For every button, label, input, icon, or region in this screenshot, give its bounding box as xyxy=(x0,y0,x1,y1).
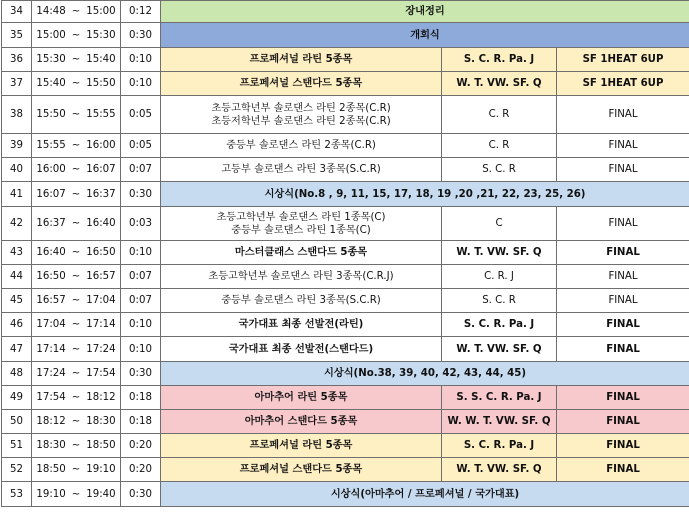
start-time: 16:50 xyxy=(36,271,66,282)
start-time: 15:00 xyxy=(36,29,66,41)
time-separator: ~ xyxy=(71,416,81,427)
dance-list: S. C. R xyxy=(442,289,557,313)
end-time: 15:55 xyxy=(86,109,116,120)
event-name xyxy=(161,434,442,458)
round-label: FINAL xyxy=(557,386,689,410)
schedule-row xyxy=(2,265,689,289)
dance-list: C. R xyxy=(442,134,557,158)
event-name xyxy=(161,241,442,265)
time-separator: ~ xyxy=(71,464,81,475)
row-number: 41 xyxy=(2,182,32,207)
duration: 0:07 xyxy=(121,265,161,289)
time-separator: ~ xyxy=(71,218,81,229)
end-time: 17:54 xyxy=(86,368,116,379)
row-number: 45 xyxy=(2,289,32,313)
end-time: 17:24 xyxy=(86,343,116,355)
row-number: 44 xyxy=(2,265,32,289)
duration: 0:03 xyxy=(121,207,161,241)
dance-list: C. R. J xyxy=(442,265,557,289)
duration: 0:20 xyxy=(121,434,161,458)
row-number: 43 xyxy=(2,241,32,265)
end-time: 17:14 xyxy=(86,319,116,330)
duration: 0:30 xyxy=(121,482,161,507)
schedule-row xyxy=(2,362,689,386)
event-line: 초등저학년부 솔로댄스 라틴 2종목(C.R) xyxy=(211,115,391,127)
end-time: 16:40 xyxy=(86,218,116,229)
duration: 0:18 xyxy=(121,386,161,410)
row-number: 35 xyxy=(2,23,32,48)
start-time: 16:57 xyxy=(36,295,66,306)
schedule-row xyxy=(2,434,689,458)
time-separator: ~ xyxy=(71,109,81,120)
start-time: 19:10 xyxy=(36,488,66,500)
start-time: 17:14 xyxy=(36,343,66,355)
time-range xyxy=(32,241,121,265)
time-range xyxy=(32,207,121,241)
time-separator: ~ xyxy=(71,319,81,330)
row-number: 42 xyxy=(2,207,32,241)
round-label: FINAL xyxy=(557,134,689,158)
schedule-body xyxy=(2,1,689,507)
start-time: 17:24 xyxy=(36,368,66,379)
round-label: FINAL xyxy=(557,207,689,241)
round-label: FINAL xyxy=(557,265,689,289)
time-range xyxy=(32,337,121,362)
time-range xyxy=(32,134,121,158)
duration: 0:12 xyxy=(121,1,161,23)
event-line: 국가대표 최종 선발전(스탠다드) xyxy=(228,343,374,355)
end-time: 16:37 xyxy=(86,188,116,200)
end-time: 19:10 xyxy=(86,464,116,475)
event-line: 초등고학년부 솔로댄스 라틴 2종목(C.R) xyxy=(211,102,391,114)
row-number: 39 xyxy=(2,134,32,158)
row-number: 47 xyxy=(2,337,32,362)
event-name xyxy=(161,458,442,482)
time-separator: ~ xyxy=(71,440,81,451)
schedule-row xyxy=(2,410,689,434)
round-label: FINAL xyxy=(557,434,689,458)
event-line: 프로페셔널 스탠다드 5종목 xyxy=(239,464,363,475)
start-time: 16:07 xyxy=(36,188,66,200)
event-name xyxy=(161,337,442,362)
event-line: 아마추어 라틴 5종목 xyxy=(254,392,348,403)
schedule-row xyxy=(2,482,689,507)
dance-list: S. C. R xyxy=(442,158,557,182)
duration: 0:30 xyxy=(121,182,161,207)
event-banner xyxy=(161,482,689,507)
duration: 0:07 xyxy=(121,289,161,313)
end-time: 18:12 xyxy=(86,392,116,403)
time-separator: ~ xyxy=(71,271,81,282)
time-range xyxy=(32,410,121,434)
time-separator: ~ xyxy=(71,368,81,379)
schedule-row xyxy=(2,458,689,482)
row-number: 48 xyxy=(2,362,32,386)
round-label: FINAL xyxy=(557,96,689,134)
time-separator: ~ xyxy=(71,78,81,89)
schedule-row xyxy=(2,1,689,23)
duration: 0:07 xyxy=(121,158,161,182)
schedule-row xyxy=(2,182,689,207)
row-number: 53 xyxy=(2,482,32,507)
event-line: 프로페셔널 스탠다드 5종목 xyxy=(239,78,363,89)
time-separator: ~ xyxy=(71,29,81,41)
round-label: FINAL xyxy=(557,458,689,482)
time-separator: ~ xyxy=(71,343,81,355)
duration: 0:10 xyxy=(121,337,161,362)
event-name xyxy=(161,72,442,96)
time-range xyxy=(32,458,121,482)
dance-list: C xyxy=(442,207,557,241)
duration: 0:05 xyxy=(121,96,161,134)
schedule-row xyxy=(2,386,689,410)
duration: 0:20 xyxy=(121,458,161,482)
start-time: 18:50 xyxy=(36,464,66,475)
event-line: 중등부 솔로댄스 라틴 3종목(S.C.R) xyxy=(221,295,381,306)
end-time: 17:04 xyxy=(86,295,116,306)
time-separator: ~ xyxy=(71,164,81,175)
event-line: 초등고학년부 솔로댄스 라틴 3종목(C.R.J) xyxy=(208,271,394,282)
event-banner xyxy=(161,23,689,48)
time-separator: ~ xyxy=(71,488,81,500)
start-time: 17:04 xyxy=(36,319,66,330)
schedule-row xyxy=(2,158,689,182)
duration: 0:10 xyxy=(121,72,161,96)
event-line: 고등부 솔로댄스 라틴 3종목(S.C.R) xyxy=(221,164,381,175)
end-time: 15:30 xyxy=(86,29,116,41)
round-label: FINAL xyxy=(557,313,689,337)
time-range xyxy=(32,482,121,507)
end-time: 18:50 xyxy=(86,440,116,451)
time-separator: ~ xyxy=(71,247,81,258)
dance-list: S. C. R. Pa. J xyxy=(442,313,557,337)
event-line: 시상식(아마추어 / 프로페셔널 / 국가대표) xyxy=(330,488,520,500)
row-number: 38 xyxy=(2,96,32,134)
round-label: FINAL xyxy=(557,289,689,313)
event-line: 중등부 솔로댄스 라틴 2종목(C.R) xyxy=(226,140,376,151)
start-time: 17:54 xyxy=(36,392,66,403)
event-line: 장내정리 xyxy=(405,6,445,17)
end-time: 16:07 xyxy=(86,164,116,175)
row-number: 37 xyxy=(2,72,32,96)
round-label: FINAL xyxy=(557,410,689,434)
dance-list: W. T. VW. SF. Q xyxy=(442,337,557,362)
time-range xyxy=(32,182,121,207)
start-time: 14:48 xyxy=(36,6,66,17)
row-number: 36 xyxy=(2,48,32,72)
event-name xyxy=(161,207,442,241)
event-name xyxy=(161,265,442,289)
event-line: 개회식 xyxy=(410,29,440,41)
round-label: FINAL xyxy=(557,241,689,265)
end-time: 16:57 xyxy=(86,271,116,282)
time-separator: ~ xyxy=(71,54,81,65)
start-time: 16:40 xyxy=(36,247,66,258)
schedule-table xyxy=(1,0,689,507)
end-time: 15:00 xyxy=(86,6,116,17)
event-banner xyxy=(161,182,689,207)
event-line: 아마추어 스탠다드 5종목 xyxy=(244,416,358,427)
event-name xyxy=(161,158,442,182)
start-time: 16:37 xyxy=(36,218,66,229)
dance-list: S. C. R. Pa. J xyxy=(442,48,557,72)
event-name xyxy=(161,289,442,313)
event-name xyxy=(161,96,442,134)
dance-list: W. T. VW. SF. Q xyxy=(442,241,557,265)
row-number: 46 xyxy=(2,313,32,337)
start-time: 15:30 xyxy=(36,54,66,65)
event-line: 국가대표 최종 선발전(라틴) xyxy=(238,319,364,330)
time-separator: ~ xyxy=(71,188,81,200)
end-time: 16:50 xyxy=(86,247,116,258)
event-line: 중등부 솔로댄스 라틴 1종목(C) xyxy=(231,224,371,236)
time-range xyxy=(32,313,121,337)
row-number: 49 xyxy=(2,386,32,410)
round-label: FINAL xyxy=(557,158,689,182)
event-line: 시상식(No.8 , 9, 11, 15, 17, 18, 19 ,20 ,21, 22, 23, 25, 26) xyxy=(264,188,586,200)
event-name xyxy=(161,134,442,158)
time-range xyxy=(32,289,121,313)
end-time: 18:30 xyxy=(86,416,116,427)
row-number: 40 xyxy=(2,158,32,182)
time-separator: ~ xyxy=(71,140,81,151)
round-label: SF 1HEAT 6UP xyxy=(557,48,689,72)
end-time: 19:40 xyxy=(86,488,116,500)
dance-list: S. S. C. R. Pa. J xyxy=(442,386,557,410)
start-time: 15:50 xyxy=(36,109,66,120)
time-separator: ~ xyxy=(71,295,81,306)
row-number: 50 xyxy=(2,410,32,434)
round-label: FINAL xyxy=(557,337,689,362)
start-time: 18:12 xyxy=(36,416,66,427)
time-range xyxy=(32,1,121,23)
time-range xyxy=(32,72,121,96)
start-time: 15:55 xyxy=(36,140,66,151)
time-range xyxy=(32,265,121,289)
start-time: 18:30 xyxy=(36,440,66,451)
event-banner xyxy=(161,362,689,386)
time-range xyxy=(32,96,121,134)
event-line: 초등고학년부 솔로댄스 라틴 1종목(C) xyxy=(216,211,386,223)
event-line: 프로페셔널 라틴 5종목 xyxy=(249,54,353,65)
event-name xyxy=(161,410,442,434)
schedule-row xyxy=(2,96,689,134)
duration: 0:30 xyxy=(121,23,161,48)
time-range xyxy=(32,23,121,48)
start-time: 16:00 xyxy=(36,164,66,175)
schedule-row xyxy=(2,313,689,337)
row-number: 34 xyxy=(2,1,32,23)
event-name xyxy=(161,313,442,337)
duration: 0:10 xyxy=(121,241,161,265)
event-name xyxy=(161,386,442,410)
end-time: 15:50 xyxy=(86,78,116,89)
round-label: SF 1HEAT 6UP xyxy=(557,72,689,96)
row-number: 52 xyxy=(2,458,32,482)
time-separator: ~ xyxy=(71,392,81,403)
schedule-row xyxy=(2,337,689,362)
schedule-row xyxy=(2,72,689,96)
time-range xyxy=(32,434,121,458)
time-separator: ~ xyxy=(71,6,81,17)
time-range xyxy=(32,48,121,72)
time-range xyxy=(32,386,121,410)
schedule-row xyxy=(2,134,689,158)
dance-list: W. W. T. VW. SF. Q xyxy=(442,410,557,434)
event-line: 시상식(No.38, 39, 40, 42, 43, 44, 45) xyxy=(324,368,526,379)
schedule-row xyxy=(2,241,689,265)
start-time: 15:40 xyxy=(36,78,66,89)
duration: 0:18 xyxy=(121,410,161,434)
duration: 0:10 xyxy=(121,48,161,72)
schedule-row xyxy=(2,48,689,72)
schedule-row xyxy=(2,289,689,313)
event-name xyxy=(161,48,442,72)
time-range xyxy=(32,158,121,182)
duration: 0:10 xyxy=(121,313,161,337)
duration: 0:30 xyxy=(121,362,161,386)
event-banner xyxy=(161,1,689,23)
dance-list: W. T. VW. SF. Q xyxy=(442,458,557,482)
row-number: 51 xyxy=(2,434,32,458)
time-range xyxy=(32,362,121,386)
dance-list: W. T. VW. SF. Q xyxy=(442,72,557,96)
schedule-row xyxy=(2,23,689,48)
duration: 0:05 xyxy=(121,134,161,158)
schedule-row xyxy=(2,207,689,241)
dance-list: S. C. R. Pa. J xyxy=(442,434,557,458)
dance-list: C. R xyxy=(442,96,557,134)
event-line: 프로페셔널 라틴 5종목 xyxy=(249,440,353,451)
end-time: 16:00 xyxy=(86,140,116,151)
event-line: 마스터클래스 스탠다드 5종목 xyxy=(234,247,368,258)
end-time: 15:40 xyxy=(86,54,116,65)
